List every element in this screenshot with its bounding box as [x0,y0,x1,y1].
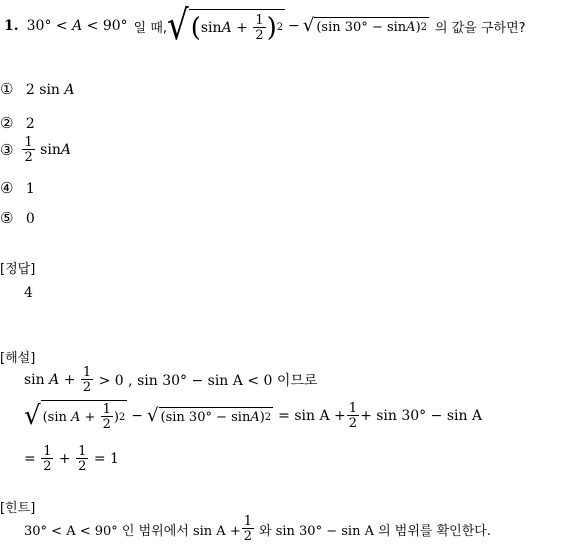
question-condition-suffix: 일 때, [133,20,168,36]
choice-2[interactable] [0,114,35,132]
explanation-line-1: sin A + $\frac{1}{2}$ > 0 , sin 30° − sin A < 0 이므로 [24,365,318,395]
explanation-line-2-end: + sin 30° − sin A [360,407,483,424]
choice-1-text: 2 sin A [25,82,75,98]
explanation-line-1-tail: > 0 , sin 30° − sin A < 0 이므로 [98,373,318,389]
choice-1-mark: ① [0,80,14,98]
explanation-line-3-result: = 1 [93,451,119,467]
choice-4-text: 1 [25,181,35,197]
explanation-line-2: √ (sin A + $\frac{1}{2}$ ) 2 − √ (sin 30° − sin A ) 2 = sin A + $\frac{1}{2}$ + sin 30° − sin A [24,400,483,432]
explanation-line-3: = $\frac{1}{2}$ + $\frac{1}{2}$ = 1 [24,444,119,474]
choice-5[interactable] [0,209,35,227]
answer-value: 4 [24,285,33,301]
question-tail: 의 값을 구하면? [435,20,526,36]
choice-4[interactable] [0,179,35,197]
answer-heading: [정답] [0,262,36,277]
choice-3[interactable] [0,136,71,164]
explanation-heading: [해설] [0,351,36,366]
question-condition: 30° < A < 90° [26,18,128,34]
hint-text-a: 30° < A < 90° 인 범위에서 sin A + [24,523,241,539]
hint-heading: [힌트] [0,501,36,516]
explanation-line-2-frac: $\frac{1}{2}$ [348,400,358,431]
question-sqrt-2: √ (sin 30° − sin A ) 2 [302,15,428,36]
question-number: 1. [4,18,19,34]
choice-5-text: 0 [25,211,35,227]
choice-5-mark: ⑤ [0,209,14,227]
hint-text-b: 와 sin 30° − sin A 의 범위를 확인한다. [259,523,491,539]
question-sqrt-1: √ ( sin A + $\frac{1}{2}$ ) 2 [167,1,284,50]
question-line: 1. 30° < A < 90° 일 때, √ ( sin A + $\frac{1}{2}$ ) 2 − √ (sin 30° − sin A ) 2 의 값을 구하면? [4,1,526,50]
hint-text: 30° < A < 90° 인 범위에서 sin A + $\frac{1}{2}$ 와 sin 30° − sin A 의 범위를 확인한다. [24,514,491,544]
choice-4-mark: ④ [0,179,14,197]
choice-2-mark: ② [0,114,14,132]
choice-3-mark: ③ [0,141,14,159]
explanation-sqrt-1: √ (sin A + $\frac{1}{2}$ ) 2 [24,400,126,432]
explanation-sqrt-2: √ (sin 30° − sin A ) 2 [147,404,272,426]
choice-1[interactable] [0,80,75,98]
explanation-line-2-tail: = sin A + [278,407,346,424]
choice-3-text: $\frac{1}{2}$ sin A [24,135,71,165]
choice-2-text: 2 [25,116,35,132]
